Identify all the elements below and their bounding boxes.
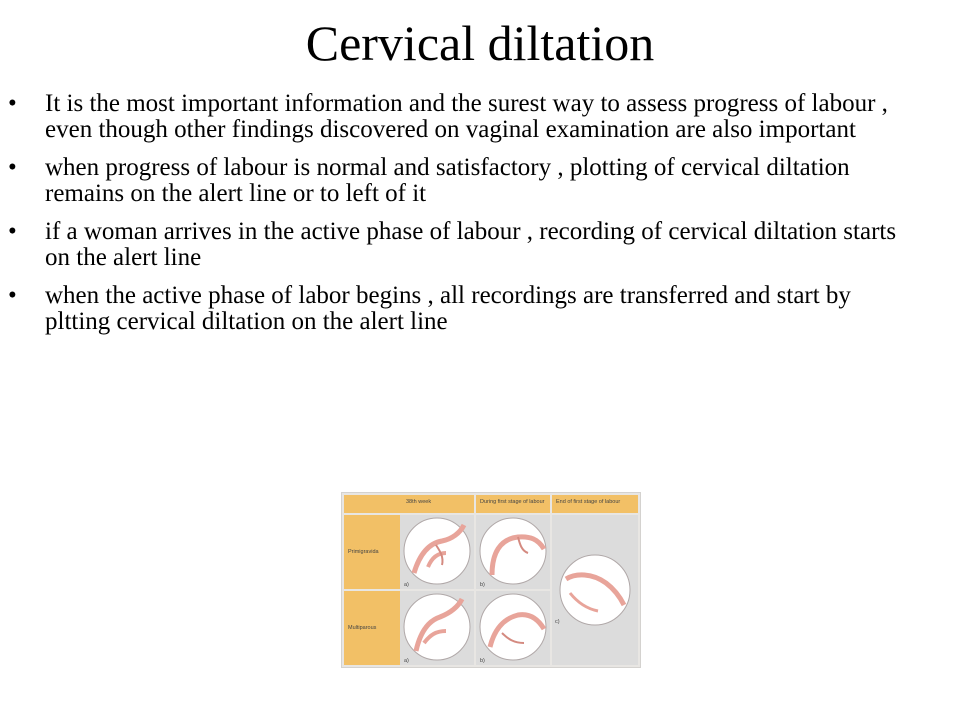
bullet-text: if a woman arrives in the active phase of labour , recording of cervical diltation starts on the alert line: [45, 218, 897, 271]
column-header-end-first-stage: End of first stage of labour: [556, 499, 621, 505]
cervix-diagram: [341, 492, 641, 668]
panel-label: c): [555, 619, 560, 625]
cervix-illustration-primi-b: [480, 518, 546, 584]
bullet-text: It is the most important information and the surest way to assess progress of labour , even though other findings discovered on vaginal examination are also important: [45, 90, 888, 143]
cervix-illustration-c: [560, 555, 630, 625]
bullet-text: when the active phase of labor begins , all recordings are transferred and start by pltting cervical diltation on the alert line: [45, 282, 851, 335]
cervix-illustration-multi-b: [480, 594, 546, 660]
bullet-icon: •: [8, 218, 17, 245]
row-header-primigravida: Primigravida: [348, 549, 379, 555]
column-header-38th-week: 38th week: [406, 499, 432, 505]
bullet-icon: •: [8, 90, 17, 117]
bullet-text: when progress of labour is normal and satisfactory , plotting of cervical diltation remains on the alert line or to left of it: [45, 154, 850, 207]
header-blank: [344, 495, 400, 513]
bullet-item: [0, 155, 920, 207]
bullet-item: [0, 283, 920, 335]
panel-label: a): [404, 658, 409, 664]
bullet-icon: •: [8, 282, 17, 309]
panel-label: b): [480, 582, 485, 588]
cervix-illustration-multi-a: [404, 594, 470, 660]
column-header-first-stage: During first stage of labour: [480, 499, 545, 505]
bullet-item: [0, 219, 920, 271]
panel-label: b): [480, 658, 485, 664]
bullet-item: [0, 91, 920, 143]
cervix-illustration-primi-a: [404, 518, 470, 584]
bullet-icon: •: [8, 154, 17, 181]
bullet-list: [0, 91, 920, 347]
panel-label: a): [404, 582, 409, 588]
row-header-multiparous: Multiparous: [348, 625, 377, 631]
cervix-diagram-svg: [342, 493, 640, 667]
slide-title: Cervical diltation: [305, 15, 655, 71]
